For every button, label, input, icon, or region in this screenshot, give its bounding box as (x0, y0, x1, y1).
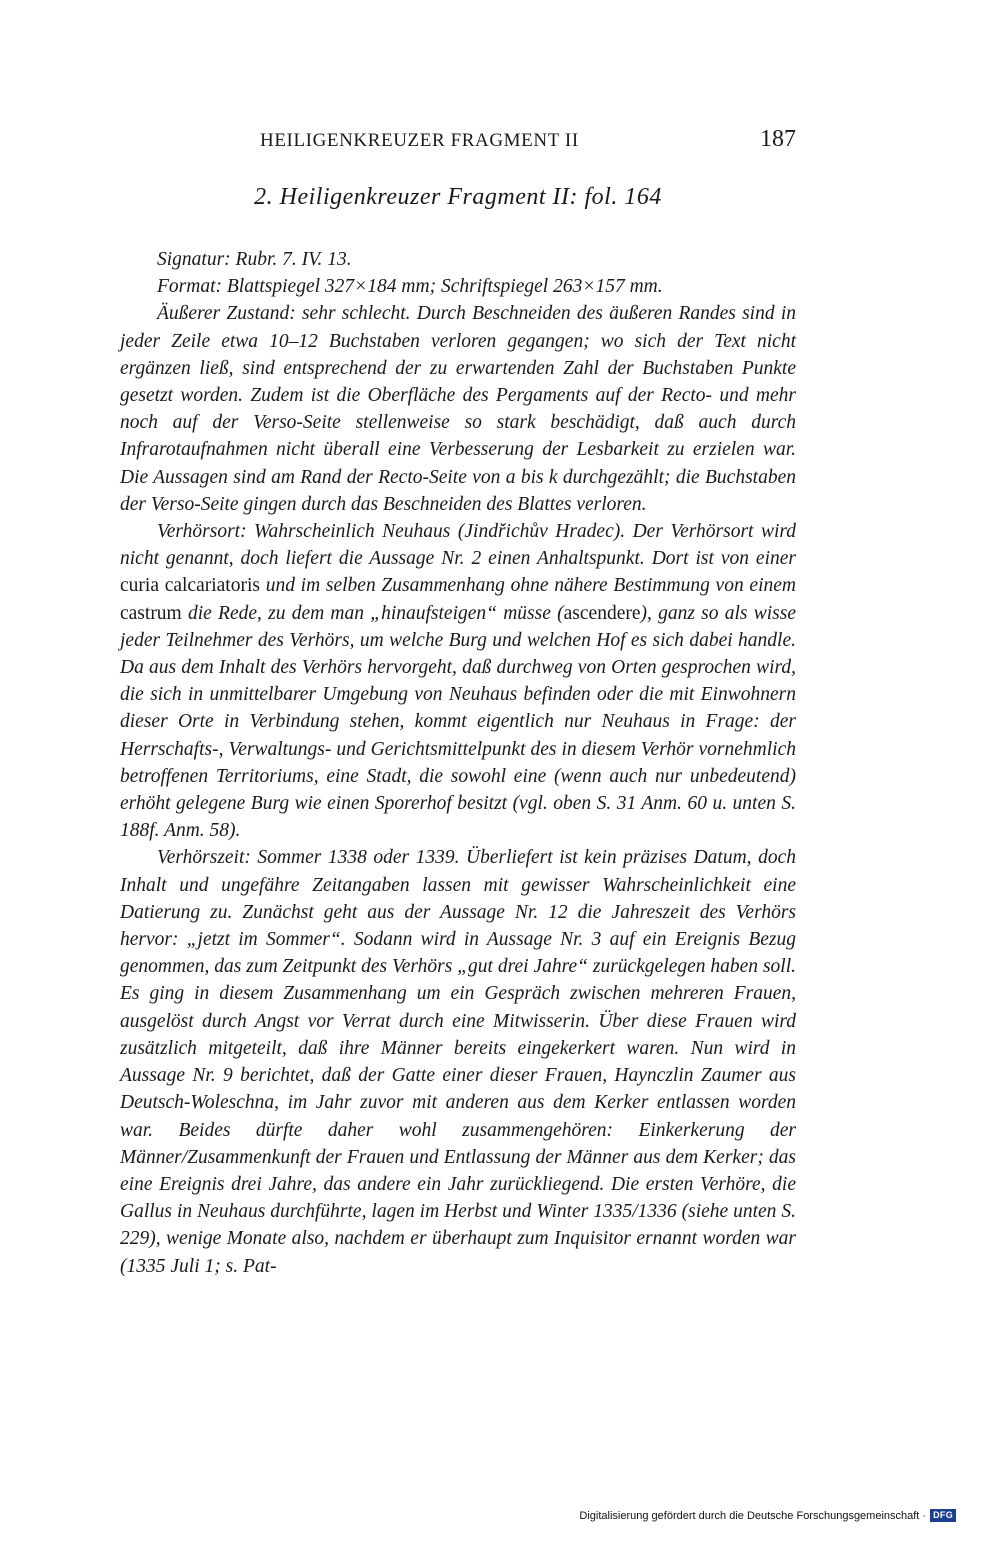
text-run: Verhörsort: Wahrscheinlich Neuhaus (Jindřichův Hradec). Der Verhörsort wird nicht genannt, doch liefert die Aussage Nr. 2 einen Anhaltspunkt. Dort ist von einer (120, 521, 796, 570)
latin-term: ascendere (563, 602, 641, 624)
paragraph-signatur: Signatur: Rubr. 7. IV. 13. (157, 249, 352, 270)
latin-term: curia calcariatoris (120, 575, 260, 597)
paragraph-verhoerszeit: Verhörszeit: Sommer 1338 oder 1339. Überliefert ist kein präzises Datum, doch Inhalt und ungefähre Zeitangaben lassen mit gewisser Wahrscheinlichkeit eine Datierung zu. Zunächst geht aus der Aussage Nr. 12 die Jahreszeit des Verhörs hervor: „jetzt im Sommer“. Sodann wird in Aussage Nr. 3 auf ein Ereignis Bezug genommen, das zum Zeitpunkt des Verhörs „gut drei Jahre“ zurückgelegen haben soll. Es ging in diesem Zusammenhang um ein Gespräch zwischen mehreren Frauen, ausgelöst durch Angst vor Verrat durch eine Mitwisserin. Über diese Frauen wird zusätzlich mitgeteilt, daß ihre Männer bereits eingekerkert waren. Nun wird in Aussage Nr. 9 berichtet, daß der Gatte einer dieser Frauen, Haynczlin Zaumer aus Deutsch-Woleschna, im Jahr zuvor mit anderen aus dem Kerker entlassen worden war. Beides dürfte daher wohl zusammengehören: Einkerkerung der Männer/Zusammenkunft der Frauen und Entlassung der Männer aus dem Kerker; das eine Ereignis drei Jahre, das andere ein Jahr zurückliegend. Die ersten Verhöre, die Gallus in Neuhaus durchführte, lagen im Herbst und Winter 1335/1336 (siehe unten S. 229), wenige Monate also, nachdem er überhaupt zum Inquisitor ernannt worden war (1335 Juli 1; s. Pat- (120, 847, 796, 1277)
dfg-logo: DFG (930, 1509, 956, 1522)
text-run: und im selben Zusammenhang ohne nähere Bestimmung von einem (259, 575, 796, 597)
text-run: die Rede, zu dem man „hinaufsteigen“ müsse ( (181, 602, 564, 624)
section-title: 2. Heiligenkreuzer Fragment II: fol. 164 (254, 184, 662, 210)
running-title: HEILIGENKREUZER FRAGMENT II (260, 130, 579, 151)
credit-text: Digitalisierung gefördert durch die Deutsche Forschungsgemeinschaft · (579, 1509, 927, 1522)
body-text (120, 246, 796, 1280)
digitization-credit (579, 1509, 956, 1522)
paragraph-zustand: Äußerer Zustand: sehr schlecht. Durch Beschneiden des äußeren Randes sind in jeder Zeile etwa 10–12 Buchstaben verloren gegangen; wo sich der Text nicht ergänzen ließ, sind entsprechend der zu erwartenden Zahl der Buchstaben Punkte gesetzt worden. Zudem ist die Oberfläche des Pergaments auf der Recto- und mehr noch auf der Verso-Seite stellenweise so stark beschädigt, daß auch durch Infrarotaufnahmen nicht überall eine Verbesserung der Lesbarkeit zu erzielen war. Die Aussagen sind am Rand der Recto-Seite von a bis k durchgezählt; die Buchstaben der Verso-Seite gingen durch das Beschneiden des Blattes verloren. (120, 303, 796, 515)
paragraph-verhoersort (120, 518, 796, 844)
page-number: 187 (760, 126, 796, 152)
running-head (120, 126, 796, 156)
paragraph-format: Format: Blattspiegel 327×184 mm; Schriftspiegel 263×157 mm. (157, 276, 663, 298)
latin-term: castrum (120, 602, 182, 624)
text-run: ), ganz so als wisse jeder Teilnehmer des Verhörs, um welche Burg und welchen Hof es sich dabei handle. Da aus dem Inhalt des Verhörs hervorgeht, daß durchweg von Orten gesprochen wird, die sich in unmittelbarer Umgebung von Neuhaus befinden oder die mit Einwohnern dieser Orte in Verbindung stehen, kommt eigentlich nur Neuhaus in Frage: der Herrschafts-, Verwaltungs- und Gerichtsmittelpunkt des in diesem Verhör vornehmlich betroffenen Territoriums, eine Stadt, die sowohl eine (wenn auch nur unbedeutend) erhöht gelegene Burg wie einen Sporerhof besitzt (vgl. oben S. 31 Anm. 60 u. unten S. 188f. Anm. 58). (120, 602, 797, 842)
